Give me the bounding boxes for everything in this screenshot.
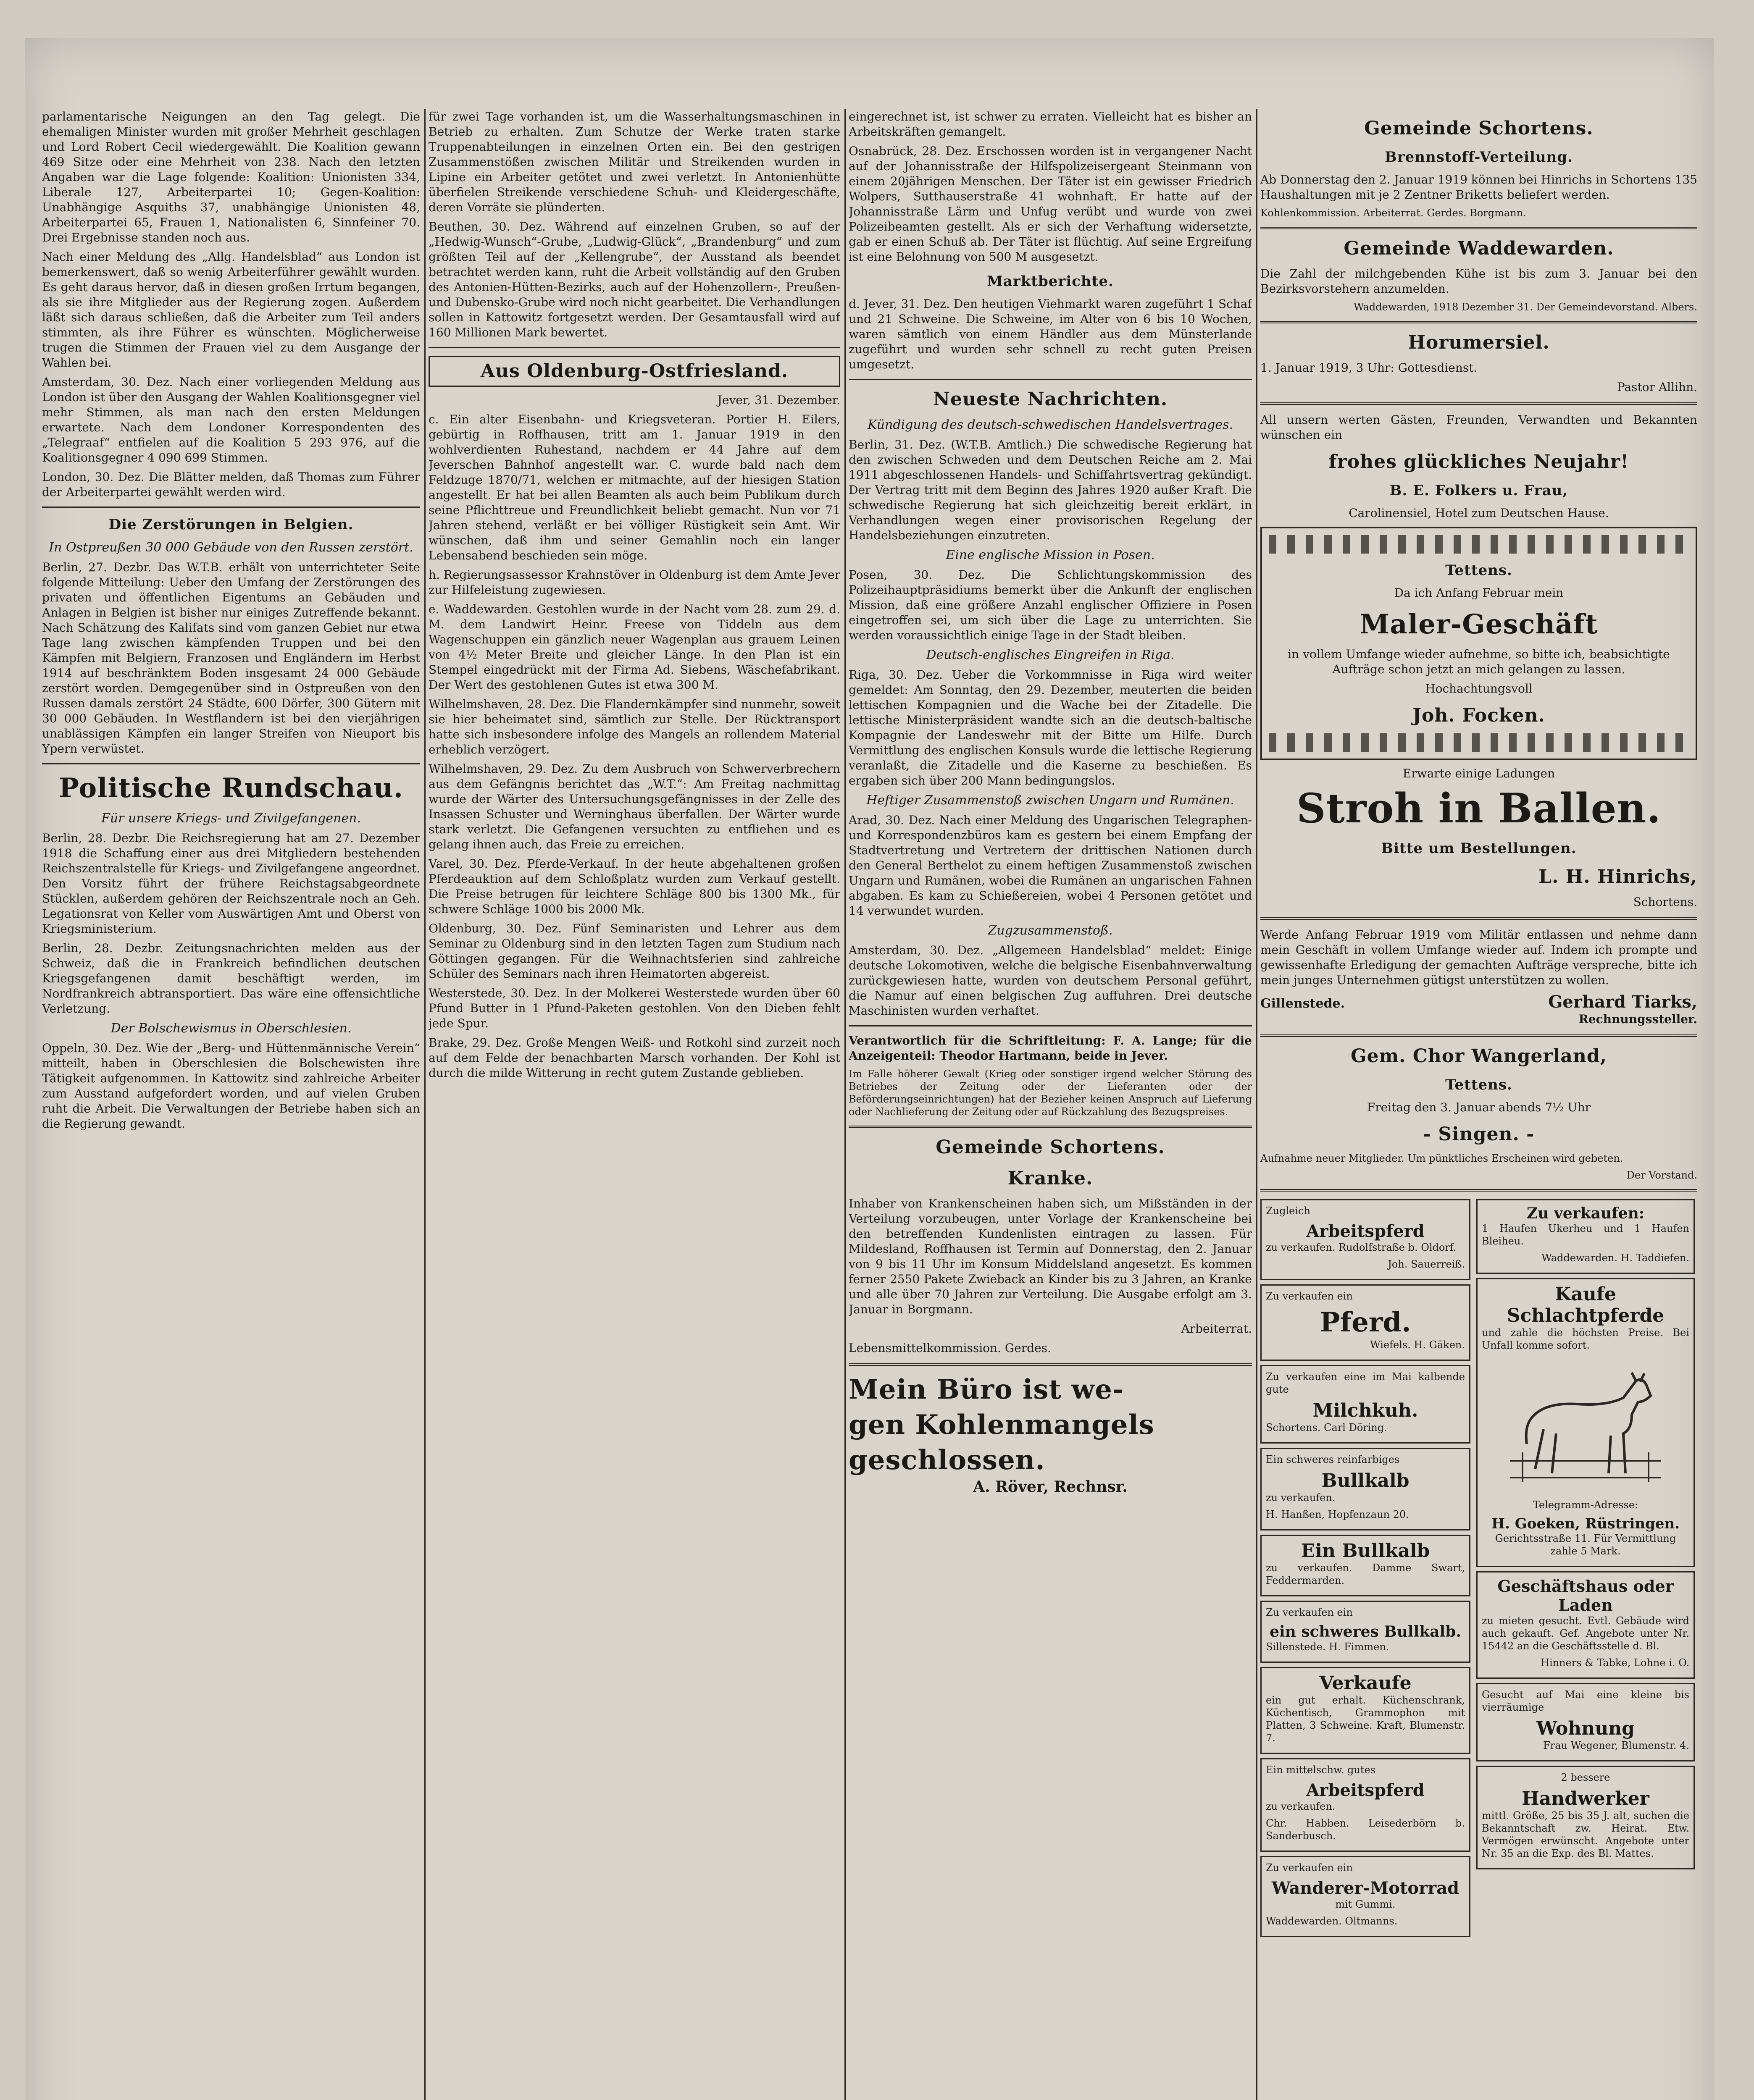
column-1 <box>42 109 420 2100</box>
divider <box>1260 227 1697 229</box>
article-text: Varel, 30. Dez. Pferde-Verkauf. In der heute abgehaltenen großen Pferdeauktion auf dem Schloßplatz wurden zum Verkauf gestellt. Die Preise betrugen für leichtere Schläge 800 bis 1300 Mk., für schwere Schläge 1000 bis 2000 Mk. <box>429 857 840 916</box>
ad-name: Waddewarden. Oltmanns. <box>1266 1915 1398 1927</box>
dateline: Jever, 31. Dezember. <box>717 393 840 407</box>
ad-name: B. E. Folkers u. Frau, <box>1389 482 1568 499</box>
ad-title: Gemeinde Waddewarden. <box>1344 238 1614 259</box>
divider <box>1260 1034 1697 1037</box>
ad-headline: frohes glückliches Neujahr! <box>1328 451 1629 472</box>
article-text: h. Regierungsassessor Krahnstöver in Oldenburg ist dem Amte Jever zur Hilfeleistung zugewiesen. <box>429 568 840 597</box>
small-ads-left <box>1260 1199 1470 1937</box>
article-text: Berlin, 31. Dez. (W.T.B. Amtlich.) Die schwedische Regierung hat den zwischen Schweden und dem Deutschen Reiche am 2. Mai 1911 abgeschlossenen Handels- und Schiffahrtsvertrag gekündigt. Der Vertrag tritt mit dem Beginn des Jahres 1920 außer Kraft. Die schwedische Regierung hat sich gleichzeitig bereit erklärt, in Verhandlungen wegen einer provisorischen Regelung der Handelsbeziehungen einzutreten. <box>849 438 1252 542</box>
ad-title: ein schweres Bullkalb. <box>1270 1623 1461 1641</box>
ad-title: Ein Bullkalb <box>1301 1540 1430 1562</box>
subheadline: Heftiger Zusammenstoß zwischen Ungarn und Rumänen. <box>866 793 1234 808</box>
ad-title: Arbeitspferd <box>1306 1221 1425 1241</box>
ad-bullkalb <box>1260 1448 1470 1530</box>
ad-place: Gillenstede. <box>1260 996 1345 1011</box>
ad-address: Gerichtsstraße 11. Für Vermittlung zahle 5 Mark. <box>1495 1533 1676 1557</box>
ad-signature: Lebensmittelkommission. Gerdes. <box>849 1341 1051 1355</box>
ad-text: zu verkaufen. Rudolfstraße b. Oldorf. <box>1266 1242 1457 1253</box>
article-text: London, 30. Dez. Die Blätter melden, daß Thomas zum Führer der Arbeiterpartei gewählt werden wird. <box>42 470 420 499</box>
ad-pre: Ein schweres reinfarbiges <box>1266 1454 1400 1465</box>
ad-signature: Arbeiterrat. <box>1181 1322 1252 1336</box>
ad-pre: Gesucht auf Mai eine kleine bis vierräumige <box>1482 1689 1689 1713</box>
ad-name: Joh. Focken. <box>1412 705 1545 726</box>
article-text: Beuthen, 30. Dez. Während auf einzelnen Gruben, so auf der „Hedwig-Wunsch“-Grube, „Ludwig-Glück“, „Brandenburg“ und zum größten Teil auf der „Kellengrube“, der Ausstand als beendet betrachtet werden kann, ruht die Arbeit vollständig auf den Gruben des Antonien-Hütten-Bezirks, auch auf der Hohenzollern-, Preußen- und Dubensko-Grube wird noch nicht gearbeitet. Die Verhandlungen sollen in Kattowitz fortgesetzt werden. Der Gesamtausfall wird auf 160 Millionen Mark bewertet. <box>429 220 840 339</box>
ad-title: Zu verkaufen: <box>1526 1205 1645 1222</box>
column-rule <box>424 109 426 2100</box>
article-text: Brake, 29. Dez. Große Mengen Weiß- und Rotkohl sind zurzeit noch auf dem Felde der benachbarten Marsch vorhanden. Der Kohl ist durch die milde Witterung in recht gutem Zustande geblieben. <box>429 1036 840 1080</box>
ad-headline: geschlossen. <box>849 1444 1045 1476</box>
ad-name: Frau Wegener, Blumenstr. 4. <box>1543 1740 1689 1751</box>
ad-text: 1 Haufen Ukerheu und 1 Haufen Bleiheu. <box>1482 1223 1689 1247</box>
ad-text: Ab Donnerstag den 2. Januar 1919 können bei Hinrichs in Schortens 135 Haushaltungen mit je 2 Zentner Briketts beliefert werden. <box>1260 173 1697 202</box>
ad-pre: Zu verkaufen eine im Mai kalbende gute <box>1266 1371 1465 1395</box>
ad-zu-verkaufen <box>1476 1199 1695 1274</box>
article-text: Riga, 30. Dez. Ueber die Vorkommnisse in Riga wird weiter gemeldet: Am Sonntag, den 29. Dezember, meuterten die beiden lettischen Kompagnien und die Wache bei der Zitadelle. Die lettische Ministerpräsident wandte sich an die deutsch-baltische Kompagnie der Landeswehr mit der Bitte um Hilfe. Durch Vermittlung des englischen Konsuls wurde die lettische Regierung veranlaßt, die Zitadelle und die Kaserne zu beschießen. Es ergaben sich über 200 Mann bedingungslos. <box>849 668 1252 788</box>
ad-text: 1. Januar 1919, 3 Uhr: Gottesdienst. <box>1260 361 1478 375</box>
article-text: e. Waddewarden. Gestohlen wurde in der Nacht vom 28. zum 29. d. M. dem Landwirt Heinr. Freese von Tiddeln aus dem Wagenschuppen ein gänzlich neuer Wagenplan aus grauem Leinen von 4½ Meter Breite und gleicher Länge. In den Plan ist ein Stempel eingedrückt mit der Firma Ad. Siebens, Wäschefabrikant. Der Wert des gestohlenen Gutes ist etwa 300 M. <box>429 602 840 692</box>
ad-pre: Zu verkaufen ein <box>1266 1290 1353 1302</box>
ad-pre: Ein mittelschw. gutes <box>1266 1764 1376 1776</box>
article-text: Oppeln, 30. Dez. Wie der „Berg- und Hüttenmännische Verein“ mitteilt, haben in Oberschlesien die Bolschewisten ihre Tätigkeit aufgenommen. In Kattowitz sind zahlreiche Arbeiter zum Ausstand aufgefordert worden, und auf vielen Gruben ruht die Arbeit. Die Verwaltungen der Betriebe haben sich an die Regierung gewandt. <box>42 1041 420 1131</box>
ad-name: Hinners & Tabke, Lohne i. O. <box>1541 1657 1689 1669</box>
subheadline: Eine englische Mission in Posen. <box>946 548 1155 562</box>
headline-belgien: Die Zerstörungen in Belgien. <box>108 516 354 533</box>
ad-text: und zahle die höchsten Preise. Bei Unfall komme sofort. <box>1482 1327 1689 1351</box>
divider <box>849 1126 1252 1128</box>
divider <box>849 1025 1252 1026</box>
ad-text: Die Zahl der milchgebenden Kühe ist bis zum 3. Januar bei den Bezirksvorstehern anzumelden. <box>1260 267 1697 296</box>
ad-place: Schortens. <box>1633 895 1697 909</box>
article-text: d. Jever, 31. Dez. Den heutigen Viehmarkt waren zugeführt 1 Schaf und 21 Schweine. Die Schweine, im Alter von 6 bis 10 Wochen, waren sämtlich von einem Händler aus dem Münsterlande zugeführt und wurden sehr schnell zu recht guten Preisen umgesetzt. <box>849 297 1252 371</box>
subheadline: Der Bolschewismus in Oberschlesien. <box>110 1021 352 1036</box>
subheadline: Deutsch-englisches Eingreifen in Riga. <box>926 648 1175 662</box>
column-rule <box>1256 109 1257 2100</box>
ad-signature: Pastor Allihn. <box>1617 380 1697 394</box>
ad-title: Gem. Chor Wangerland, <box>1351 1045 1607 1067</box>
ad-title: Verkaufe <box>1319 1672 1412 1694</box>
ad-headline: gen Kohlenmangels <box>849 1409 1154 1441</box>
ad-signature: Waddewarden, 1918 Dezember 31. Der Gemeindevorstand. Albers. <box>1353 301 1697 313</box>
ad-verkaufe <box>1260 1667 1470 1754</box>
ad-arbeitspferd-2 <box>1260 1758 1470 1852</box>
ad-title: Gemeinde Schortens. <box>1364 118 1594 139</box>
ad-pre: Zu verkaufen ein <box>1266 1862 1353 1874</box>
headline-neueste: Neueste Nachrichten. <box>933 388 1168 410</box>
ad-text: Werde Anfang Februar 1919 vom Militär entlassen und nehme dann mein Geschäft in vollem Umfange wieder auf. Indem ich prompte und gewissenhafte Erledigung der gemachten Aufträge verspreche, bitte ich mein junges Unternehmen gütigst unterstützen zu wollen. <box>1260 928 1697 987</box>
ad-text: All unsern werten Gästen, Freunden, Verwandten und Bekannten wünschen ein <box>1260 413 1697 442</box>
ad-name: Gerhard Tiarks, <box>1548 992 1697 1012</box>
divider <box>42 507 420 508</box>
article-text: Posen, 30. Dez. Die Schlichtungskommission des Polizeihauptpräsidiums bemerkt über die Ankunft der englischen Mission, daß eine größere Anzahl englischer Offiziere in Posen eingetroffen sei, um sich über die Lage zu unterrichten. Sie werden voraussichtlich einige Tage in der Stadt bleiben. <box>849 568 1252 642</box>
ad-title: Horumersiel. <box>1408 332 1550 353</box>
ad-title: Arbeitspferd <box>1306 1780 1425 1800</box>
ad-text: Inhaber von Krankenscheinen haben sich, um Mißständen in der Verteilung vorzubeugen, unter Vorlage der Krankenscheine bei den betreffenden Kundenlisten eintragen zu lassen. Für Mildesland, Roffhausen ist Termin auf Donnerstag, den 2. Januar von 9 bis 11 Uhr im Konsum Middelsland angesetzt. Es kommen ferner 2550 Pakete Zwieback an Kinder bis zu 3 Jahren, an Kranke und alle über 70 Jahren zur Verteilung. Die Ausgabe erfolgt am 3. Januar in Borgmann. <box>849 1197 1252 1316</box>
ad-pre: Zugleich <box>1266 1205 1310 1217</box>
ad-subtitle: Kranke. <box>1007 1168 1093 1189</box>
article-text: Nach einer Meldung des „Allg. Handelsblad“ aus London ist bemerkenswert, daß so wenig Arbeiterführer gewählt wurden. Es geht daraus hervor, daß in diesen großen Irrtum begangen, als sie ihre Mitglieder aus der Regierung zogen. Außerdem läßt sich daraus schließen, daß die Arbeiter zum Teil anders stimmten, als ihre Führer es wünschten. Möglicherweise trugen die Stimmen der Frauen viel zu dem Ausgange der Wahlen bei. <box>42 250 420 370</box>
article-text: Arad, 30. Dez. Nach einer Meldung des Ungarischen Telegraphen- und Korrespondenzbüros kam es gestern bei einem Empfang der Stadtvertretung und Vertretern der drittischen Nationen durch den General Berthelot zu einem heftigen Zusammenstoß zwischen Ungarn und Rumänen, wobei die Rumänen an ungarischen Fahnen abgaben. Es kam zu Schießereien, wobei 4 Personen getötet und 14 verwundet wurden. <box>849 813 1252 918</box>
article-text: Amsterdam, 30. Dez. Nach einer vorliegenden Meldung aus London ist über den Ausgang der Wahlen Koalitionsgegner viel mehr Stimmen, als man nach den ersten Meldungen erwartete. Nach dem Londoner Korrespondenten des „Telegraaf“ entfielen auf die Koalition 5 293 976, auf die Koalitionsgegner 4 090 699 Stimmen. <box>42 375 420 465</box>
ad-name: H. Hanßen, Hopfenzaun 20. <box>1266 1509 1409 1520</box>
ad-pferd <box>1260 1284 1470 1361</box>
ad-ein-bullkalb <box>1260 1535 1470 1596</box>
ad-text: mittl. Größe, 25 bis 35 J. alt, suchen die Bekanntschaft zw. Heirat. Etw. Vermögen erwünscht. Angebote unter Nr. 35 an die Exp. des Bl. Mattes. <box>1482 1810 1689 1859</box>
ad-place: Tettens. <box>1445 1076 1512 1093</box>
ad-name: Sillenstede. H. Fimmen. <box>1266 1641 1389 1653</box>
ad-title: Geschäftshaus oder Laden <box>1497 1577 1674 1614</box>
article-text: Berlin, 27. Dezbr. Das W.T.B. erhält von unterrichteter Seite folgende Mitteilung: Ueber den Umfang der Zerstörungen des privaten und öffentlichen Eigentums an Gebäuden und Anlagen in Belgien ist bisher nur einiges Zutreffende bekannt. Nach Schätzung des Kalifats sind vom ganzen Gebiet nur etwa Tage lang zwischen kämpfenden Truppen und bei den Kämpfen mit Belgiern, Franzosen und Engländern im Herbst 1914 auf beschränktem Boden insgesamt 24 000 Gebäude zerstört worden. Demgegenüber sind in Ostpreußen von den Russen damals zerstört 24 Städte, 600 Dörfer, 300 Gütern mit 30 000 Gebäuden. In Westflandern ist bei den vierjährigen unablässigen Kämpfen ein langer Streifen von Nieuport bis Ypern verwüstet. <box>42 560 420 756</box>
subheadline: In Ostpreußen 30 000 Gebäude von den Russen zerstört. <box>49 540 413 555</box>
ad-place: Tettens. <box>1445 562 1512 579</box>
ad-signature: Kohlenkommission. Arbeiterrat. Gerdes. Borgmann. <box>1260 207 1526 219</box>
ad-text: Freitag den 3. Januar abends 7½ Uhr <box>1367 1100 1591 1114</box>
ad-title: Gemeinde Schortens. <box>936 1137 1165 1158</box>
column-4-ads <box>1260 109 1697 2100</box>
ad-handwerker <box>1476 1766 1695 1869</box>
article-text: Amsterdam, 30. Dez. „Allgemeen Handelsblad“ meldet: Einige deutsche Lokomotiven, welche die belgische Eisenbahnverwaltung zurückgewiesen hatte, wurden von deutschem Personal geführt, die Namur auf einen belgischen Zug auffuhren. Drei deutsche Maschinisten wurden verhaftet. <box>849 943 1252 1018</box>
ad-name: H. Goeken, Rüstringen. <box>1491 1515 1680 1532</box>
divider <box>429 347 840 348</box>
ad-name: L. H. Hinrichs, <box>1538 866 1697 887</box>
ad-title: Bullkalb <box>1321 1470 1410 1491</box>
ad-motorrad <box>1260 1856 1470 1937</box>
ad-headline: Maler-Geschäft <box>1360 609 1598 640</box>
ad-headline: Mein Büro ist we- <box>849 1374 1124 1405</box>
divider <box>1260 917 1697 920</box>
ad-pre: Zu verkaufen ein <box>1266 1606 1353 1618</box>
ad-text: zu verkaufen. <box>1266 1492 1336 1504</box>
ad-maler <box>1260 527 1697 760</box>
ad-schlachtpferde <box>1476 1278 1695 1567</box>
ad-signature: A. Röver, Rechnsr. <box>973 1478 1128 1496</box>
ad-greeting: Hochachtungsvoll <box>1425 682 1533 696</box>
ad-text: ein gut erhalt. Küchenschrank, Küchentisch, Grammophon mit Platten, 3 Schweine. Kraft, Blumenstr. 7. <box>1266 1694 1465 1744</box>
small-ads-grid <box>1260 1199 1697 1937</box>
ad-title: Kaufe Schlachtpferde <box>1507 1284 1665 1326</box>
ad-subtitle: Brennstoff-Verteilung. <box>1385 149 1573 165</box>
ad-headline: - Singen. - <box>1423 1124 1535 1145</box>
ad-signature-row <box>1260 992 1697 1012</box>
headline-oldenburg: Aus Oldenburg-Ostfriesland. <box>429 356 840 387</box>
ad-title: Pferd. <box>1320 1307 1411 1338</box>
ad-text: Da ich Anfang Februar mein <box>1394 586 1564 600</box>
divider <box>1260 402 1697 405</box>
ad-name: Joh. Sauerreiß. <box>1388 1258 1465 1270</box>
ad-text: Aufnahme neuer Mitglieder. Um pünktliches Erscheinen wird gebeten. <box>1260 1152 1623 1164</box>
ad-milchkuh <box>1260 1365 1470 1444</box>
ad-geschaeftshaus <box>1476 1571 1695 1679</box>
article-text: Osnabrück, 28. Dez. Erschossen worden ist in vergangener Nacht auf der Johannisstraße der Hilfspolizeisergeant Steinmann von einem 20jährigen Menschen. Der Täter ist ein gewisser Friedrich Wolpers, Sutthauserstraße 41 wohnhaft. Er hatte auf der Johannisstraße Lärm und Unfug verübt und wurde von zwei Polizeibeamten gestellt. Als er sich der Verhaftung widersetzte, gab er einen Schuß ab. Der Täter ist flüchtig. Auf seine Ergreifung ist eine Belohnung von 500 M ausgesetzt. <box>849 144 1252 264</box>
ad-text: zu mieten gesucht. Evtl. Gebäude wird auch gekauft. Gef. Angebote unter Nr. 15442 an die Geschäftsstelle d. Bl. <box>1482 1615 1689 1652</box>
ad-schweres-bullkalb <box>1260 1601 1470 1663</box>
article-text: parlamentarische Neigungen an den Tag gelegt. Die ehemaligen Minister wurden mit großer Mehrheit geschlagen und Lord Robert Cecil wiedergewählt. Die Koalition gewann 469 Sitze oder eine Mehrheit von 238. Nach den letzten Angaben war die Lage folgende: Koalition: Unionisten 334, Liberale 127, Arbeiterpartei 10; Gegen-Koalition: Unabhängige Asquiths 37, unabhängige Unionisten 48, Arbeiterpartei 65, Frauen 1, Nationalisten 6, Sinnfeiner 70. Drei Ergebnisse standen noch aus. <box>42 110 420 244</box>
divider <box>42 763 420 764</box>
divider <box>849 1363 1252 1366</box>
ad-text: Erwarte einige Ladungen <box>1402 766 1555 780</box>
ad-headline-stroh: Stroh in Ballen. <box>1296 785 1661 832</box>
column-2 <box>429 109 840 2100</box>
article-text: Wilhelmshaven, 29. Dez. Zu dem Ausbruch von Schwerverbrechern aus dem Gefängnis berichtet das „W.T.“: Am Freitag nachmittag wurde der Wärter des Untersuchungsgefängnisses in der Zelle des Insassen Schuster und Werninghaus überfallen. Der Wärter wurde stark verletzt. Die Gefangenen versuchten zu entfliehen und es gelang ihnen auch, das Freie zu erreichen. <box>429 762 840 851</box>
article-text: Berlin, 28. Dezbr. Zeitungsnachrichten melden aus der Schweiz, daß die in Frankreich befindlichen deutschen Kriegsgefangenen damit beschäftigt werden, im Nordfrankreich abtransportiert. Das wäre eine offensichtliche Verletzung. <box>42 941 420 1016</box>
ad-text: zu verkaufen. Damme Swart, Feddermarden. <box>1266 1562 1465 1586</box>
divider <box>1260 1189 1697 1192</box>
divider <box>849 379 1252 380</box>
small-print: Im Falle höherer Gewalt (Krieg oder sonstiger irgend welcher Störung des Betriebes der Zeitung oder der Lieferanten oder der Beförderungseinrichtungen) hat der Bezieher keinen Anspruch auf Lieferung oder Nachlieferung der Zeitung oder auf Rückzahlung des Bezugspreises. <box>849 1068 1252 1118</box>
ad-role: Rechnungssteller. <box>1578 1012 1697 1026</box>
ad-name: Schortens. Carl Döring. <box>1266 1422 1387 1433</box>
ad-text: Bitte um Bestellungen. <box>1381 840 1577 857</box>
newspaper-page <box>25 38 1714 2100</box>
ad-signature: Der Vorstand. <box>1626 1169 1697 1181</box>
column-3 <box>849 109 1252 2100</box>
ad-address: Carolinensiel, Hotel zum Deutschen Hause. <box>1349 506 1609 520</box>
ad-text: zu verkaufen. <box>1266 1801 1336 1812</box>
article-text: eingerechnet ist, ist schwer zu erraten. Vielleicht hat es bisher an Arbeitskräften gemangelt. <box>849 110 1252 139</box>
small-ads-right <box>1476 1199 1695 1937</box>
article-text: c. Ein alter Eisenbahn- und Kriegsveteran. Portier H. Eilers, gebürtig in Roffhausen, tritt am 1. Januar 1919 in den wohlverdienten Ruhestand, nachdem er 44 Jahre auf dem Jeverschen Bahnhof angestellt war. C. wurde bald nach dem Feldzuge 1870/71, welchen er mitmachte, auf der hiesigen Station angestellt. Er hat bei allen Beamten als auch beim Publikum durch seine Pflichttreue und Freundlichkeit beliebt gemacht. Nun vor 71 Jahren stehend, verläßt er bei völliger Rüstigkeit sein Amt. Wir wünschen, daß ihm und seiner Gemahlin noch ein langer Lebensabend beschieden sein möge. <box>429 412 840 562</box>
ad-text: Telegramm-Adresse: <box>1533 1499 1638 1511</box>
responsibility-note: Verantwortlich für die Schriftleitung: F. A. Lange; für die Anzeigenteil: Theodor Hartmann, beide in Jever. <box>849 1034 1252 1063</box>
ad-title: Wanderer-Motorrad <box>1271 1878 1459 1898</box>
ad-title: Wohnung <box>1536 1718 1635 1739</box>
subheadline: Zugzusammenstoß. <box>988 923 1113 938</box>
ad-wohnung <box>1476 1683 1695 1761</box>
ad-title: Handwerker <box>1522 1788 1649 1809</box>
ad-text: in vollem Umfange wieder aufnehme, so bitte ich, beabsichtigte Aufträge schon jetzt an mich gelangen zu lassen. <box>1288 647 1670 676</box>
ad-arbeitspferd <box>1260 1199 1470 1280</box>
ad-text: mit Gummi. <box>1335 1898 1396 1910</box>
headline-markt: Marktberichte. <box>987 273 1114 290</box>
horse-illustration-icon <box>1506 1356 1665 1494</box>
ad-pre: 2 bessere <box>1561 1772 1610 1783</box>
subheadline: Für unsere Kriegs- und Zivilgefangenen. <box>101 811 361 826</box>
ornament-border <box>1269 733 1689 752</box>
subheadline: Kündigung des deutsch-schwedischen Handelsvertrages. <box>867 417 1233 432</box>
headline-rundschau: Politische Rundschau. <box>59 772 403 804</box>
divider <box>1260 321 1697 323</box>
ad-name: Wiefels. H. Gäken. <box>1370 1339 1465 1351</box>
article-text: Westerstede, 30. Dez. In der Molkerei Westerstede wurden über 60 Pfund Butter in 1 Pfund-Paketen gestohlen. Von den Dieben fehlt jede Spur. <box>429 986 840 1030</box>
article-text: für zwei Tage vorhanden ist, um die Wasserhaltungsmaschinen in Betrieb zu erhalten. Zum Schutze der Werke traten starke Truppenabteilungen in einzelnen Orten ein. Bei den gestrigen Zusammenstößen zwischen Militär und Streikenden wurden in Lipine ein Arbeiter getötet und zwei verletzt. In Antonienhütte überfielen Streikende verschiedene Schuh- und Kleidergeschäfte, deren Vorräte sie plünderten. <box>429 110 840 214</box>
column-rule <box>844 109 846 2100</box>
ornament-border <box>1269 535 1689 554</box>
article-text: Oldenburg, 30. Dez. Fünf Seminaristen und Lehrer aus dem Seminar zu Oldenburg sind in den letzten Tagen zum Studium nach Göttingen gegangen. Für die Weihnachtsferien sind zahlreiche Schüler des Seminars nach ihren Heimatorten abgereist. <box>429 921 840 981</box>
ad-name: Waddewarden. H. Taddiefen. <box>1541 1252 1689 1264</box>
ad-name: Chr. Habben. Leisederbörn b. Sanderbusch. <box>1266 1817 1465 1842</box>
ad-title: Milchkuh. <box>1312 1400 1418 1421</box>
article-text: Wilhelmshaven, 28. Dez. Die Flandernkämpfer sind nunmehr, soweit sie hier beheimatet sind, sämtlich zur Stelle. Der Rücktransport hatte sich insbesondere infolge des Mangels an rollendem Material erheblich verzögert. <box>429 697 840 756</box>
article-text: Berlin, 28. Dezbr. Die Reichsregierung hat am 27. Dezember 1918 die Schaffung einer aus drei Mitgliedern bestehenden Reichszentralstelle für Kriegs- und Zivilgefangene angeordnet. Den Vorsitz führt der frühere Reichstagsabgeordnete Stücklen, außerdem gehören der Reichszentrale noch an Geh. Legationsrat von Keller vom Auswärtigen Amt und Oberst von Kriegsministerium. <box>42 831 420 936</box>
